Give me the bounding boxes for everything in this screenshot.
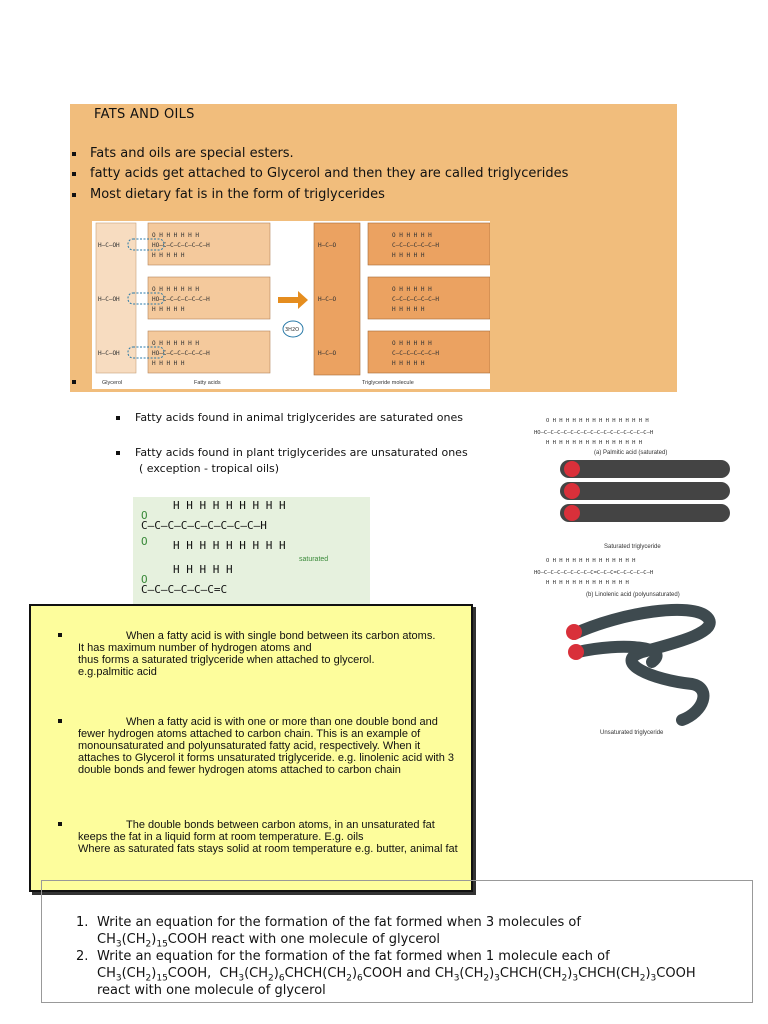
state-explanation: The double bonds between carbon atoms, in an unsaturated fat keeps the fat in a liquid form at room temperature. E.g. oils Where as saturated fats stays solid at room temperature e.g. butter, animal fat	[48, 819, 462, 855]
empty-bullet	[72, 380, 76, 384]
header-bullet: Fats and oils are special esters.	[72, 146, 294, 161]
svg-text:O H H H H H: O H H H H H	[392, 286, 432, 293]
question-1-number: 1.	[76, 915, 89, 930]
water-label: 3H2O	[285, 327, 300, 333]
triglyceride-formation-diagram	[92, 221, 490, 389]
molecular-models	[532, 412, 762, 742]
svg-text:H—C—O: H—C—O	[318, 350, 337, 357]
svg-text:H H H H H: H H H H H	[392, 306, 425, 313]
svg-text:O H H H H H: O H H H H H	[392, 232, 432, 239]
svg-text:H H H H H: H H H H H	[152, 306, 185, 313]
svg-text:HO—C—C—C—C—C—C—H: HO—C—C—C—C—C—C—H	[152, 296, 210, 303]
svg-text:H—C—OH: H—C—OH	[98, 296, 120, 303]
unsaturated-triglyceride-label: Unsaturated triglyceride	[600, 730, 664, 736]
saturated-triglyceride-model	[560, 460, 730, 522]
svg-text:H H H H H: H H H H H	[173, 563, 233, 576]
svg-text:C—C—C—C—C—C=C: C—C—C—C—C—C=C	[141, 583, 228, 596]
saturated-label: saturated	[299, 556, 329, 563]
question-1-text: Write an equation for the formation of the fat formed when 3 molecules of	[97, 915, 581, 930]
svg-text:HO—C—C—C—C—C—C—H: HO—C—C—C—C—C—C—H	[152, 242, 210, 249]
svg-text:C—C—C—C—C—C—H: C—C—C—C—C—C—H	[392, 296, 439, 303]
svg-text:O H H H H H H: O H H H H H H	[152, 286, 199, 293]
animal-fat-bullet: Fatty acids found in animal triglycerides are saturated ones	[116, 411, 463, 424]
svg-text:H—C—OH: H—C—OH	[98, 350, 120, 357]
fatty-acids-label: Fatty acids	[194, 380, 221, 386]
svg-text:C—C—C—C—C—C—H: C—C—C—C—C—C—H	[392, 350, 439, 357]
svg-text:H H H H H H H H H: H H H H H H H H H	[173, 539, 286, 552]
svg-text:H H H H H: H H H H H	[152, 360, 185, 367]
question-2-text: Write an equation for the formation of the fat formed when 1 molecule each of	[97, 949, 610, 964]
svg-text:H H H H H H H H H H: H H H H H H H H H H H H H	[546, 580, 629, 586]
header-bullet: fatty acids get attached to Glycerol and then they are called triglycerides	[72, 166, 568, 181]
svg-text:O H H H H H H H H H: O H H H H H H H H H H H H H H H	[546, 418, 649, 424]
svg-text:HO—C—C—C—C—C—C—C—C—C—C—C—C—C—C: HO—C—C—C—C—C—C—C—C—C—C—C—C—C—C—C—C—H	[534, 430, 654, 436]
question-1-formula: $CH_3(CH_2)_{15}COOH$ react with one molecule of glycerol	[97, 932, 441, 950]
svg-text:O: O	[141, 535, 148, 548]
question-2-text-end: react with one molecule of glycerol	[97, 983, 326, 998]
unsaturated-triglyceride-model	[574, 610, 710, 720]
plant-fat-bullet: Fatty acids found in plant triglycerides are unsaturated ones	[116, 446, 468, 459]
svg-text:C—C—C—C—C—C—H: C—C—C—C—C—C—H	[392, 242, 439, 249]
svg-text:HO—C—C—C—C—C—C—C—C=C—C—C=C—C—C: HO—C—C—C—C—C—C—C—C=C—C—C=C—C—C—C—C—H	[534, 570, 654, 576]
svg-text:O: O	[141, 573, 148, 586]
saturated-explanation: When a fatty acid is with single bond between its carbon atoms. It has maximum number of hydrogen atoms and thus forms a saturated triglyceride when attached to glycerol. e.g.palmitic acid	[48, 630, 462, 678]
svg-text:O H H H H H: O H H H H H	[392, 340, 432, 347]
glycerol-label: Glycerol	[102, 380, 123, 386]
svg-text:H—C—O: H—C—O	[318, 242, 337, 249]
svg-text:O H H H H H H: O H H H H H H	[152, 340, 199, 347]
svg-text:H H H H H: H H H H H	[152, 252, 185, 259]
saturated-triglyceride-label: Saturated triglyceride	[604, 544, 661, 550]
fatty-acid-structures	[133, 497, 370, 607]
svg-text:HO—C—C—C—C—C—C—H: HO—C—C—C—C—C—C—H	[152, 350, 210, 357]
palmitic-acid-label: (a) Palmitic acid (saturated)	[594, 450, 668, 456]
svg-text:H H H H H: H H H H H	[392, 360, 425, 367]
svg-text:O H H H H H H H H H: O H H H H H H H H H H H H H	[546, 558, 636, 564]
svg-text:H H H H H: H H H H H	[392, 252, 425, 259]
question-2-number: 2.	[76, 949, 89, 964]
svg-text:O: O	[141, 509, 148, 522]
header-bullet: Most dietary fat is in the form of triglycerides	[72, 187, 385, 202]
svg-text:H—C—OH: H—C—OH	[98, 242, 120, 249]
svg-text:C—C—C—C—C—C—C—C—C—H: C—C—C—C—C—C—C—C—C—H	[141, 519, 267, 532]
triglyceride-molecule-label: Triglyceride molecule	[362, 380, 414, 386]
section-title: FATS AND OILS	[94, 107, 195, 122]
svg-text:H H H H H H H H H H: H H H H H H H H H H H H H H H	[546, 440, 643, 446]
svg-text:O H H H H H H: O H H H H H H	[152, 232, 199, 239]
question-2-formulas: $CH_3(CH_2)_{15}COOH$, $CH_3(CH_2)_6CHCH(CH_2)_6COOH$ and $CH_3(CH_2)_3CHCH(CH_2)_3CHCH(CH_2)_3COOH$	[97, 966, 696, 984]
unsaturated-explanation: When a fatty acid is with one or more than one double bond and fewer hydrogen atoms attached to carbon chain. This is an example of monounsaturated and polyunsaturated fatty acid, respectively. When it attaches to Glycerol it forms unsaturated triglyceride. e.g. linolenic acid with 3 double bonds and fewer hydrogen atoms attached to carbon chain	[48, 716, 462, 776]
svg-text:H H H H H H H H H: H H H H H H H H H	[173, 499, 286, 512]
tropical-oils-note: ( exception - tropical oils)	[139, 462, 280, 475]
linolenic-acid-label: (b) Linolenic acid (polyunsaturated)	[586, 592, 680, 598]
svg-text:H—C—O: H—C—O	[318, 296, 337, 303]
